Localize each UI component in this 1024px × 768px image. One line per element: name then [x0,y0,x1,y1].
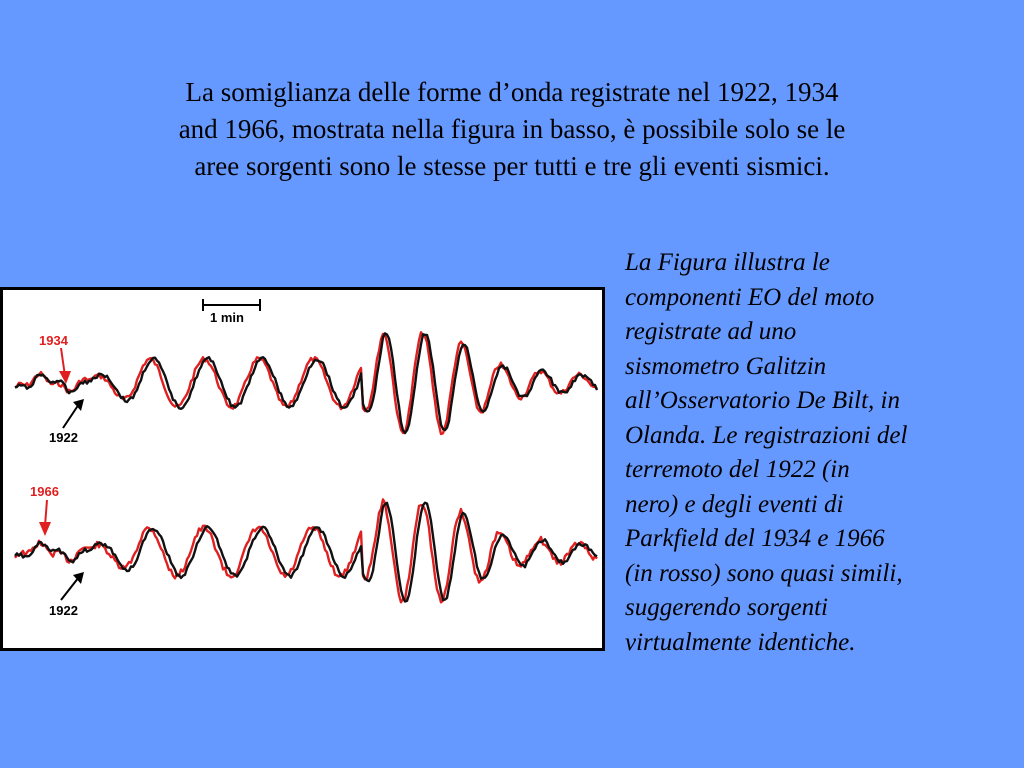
arrow-1934-head [59,371,71,384]
arrow-1922-top [63,404,79,428]
caption-line-2: componenti EO del moto [625,283,875,311]
caption-line-5: all’Osservatorio De Bilt, in [625,387,900,414]
trace-1966-red [15,499,597,602]
arrow-1922-bottom [61,577,79,600]
caption-line-1: La Figura illustra le [625,249,830,276]
slide-title [60,74,964,185]
arrow-1966-head [39,522,51,536]
caption-line-10: (in rosso) sono quasi simili, [625,559,903,587]
label-1966: 1966 [30,484,59,499]
caption-line-4: sismometro Galitzin [625,352,827,380]
scale-bar [203,299,260,325]
scale-bar-label: 1 min [210,310,244,325]
seismogram-svg [3,290,602,648]
title-line-1: La somiglianza delle forme d’onda registrate nel 1922, 1934 [185,77,839,107]
label-1922-top: 1922 [49,430,78,445]
figure-caption [625,246,1020,660]
label-1922-bottom: 1922 [49,603,78,618]
seismogram-figure [0,287,605,651]
title-line-3: aree sorgenti sono le stesse per tutti e tre gli eventi sismici. [194,151,830,181]
caption-line-11: suggerendo sorgenti [625,594,828,621]
caption-line-8: nero) e degli eventi di [625,490,844,518]
caption-line-3: registrate ad uno [625,318,797,345]
caption-line-9: Parkfield del 1934 e 1966 [625,525,885,552]
title-line-2: and 1966, mostrata nella figura in basso, è possibile solo se le [178,114,846,144]
label-1934: 1934 [39,333,68,348]
caption-line-6: Olanda. Le registrazioni del [625,421,908,449]
caption-line-7: terremoto del 1922 (in [625,456,850,483]
trace-1934-red [15,332,597,434]
caption-line-12: virtualmente identiche. [625,628,856,656]
